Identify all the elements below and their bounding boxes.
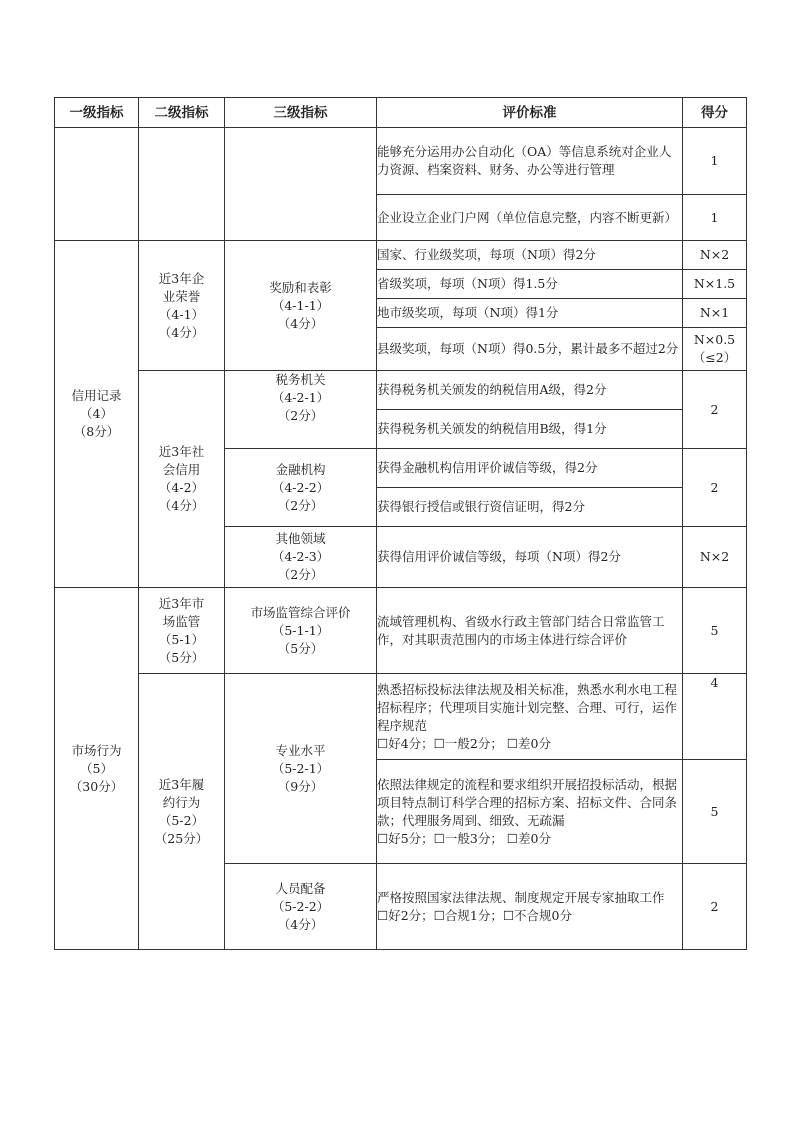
criterion-cell: 熟悉招标投标法律法规及相关标准，熟悉水利水电工程招标程序；代理项目实施计划完整、合理、可行，运作程序规范 ☐好4分；☐一般2分； ☐差0分 xyxy=(377,674,683,760)
level2-social: 近3年社 会信用 （4-2） （4分） xyxy=(139,371,225,588)
header-level1: 一级指标 xyxy=(55,98,139,128)
level1-cell-empty xyxy=(55,128,139,241)
table-row xyxy=(55,371,747,410)
level3-supervision: 市场监管综合评价 （5-1-1） （5分） xyxy=(225,588,377,674)
score-cell: 2 xyxy=(683,864,747,950)
criterion-cell: 获得税务机关颁发的纳税信用A级，得2分 xyxy=(377,371,683,410)
criterion-cell: 获得金融机构信用评价诚信等级，得2分 xyxy=(377,449,683,488)
header-score: 得分 xyxy=(683,98,747,128)
criterion-cell: 县级奖项，每项（N项）得0.5分，累计最多不超过2分 xyxy=(377,328,683,371)
score-cell: N×1.5 xyxy=(683,270,747,299)
criterion-cell: 地市级奖项，每项（N项）得1分 xyxy=(377,299,683,328)
score-cell: N×2 xyxy=(683,241,747,270)
level1-credit: 信用记录 （4） （8分） xyxy=(55,241,139,588)
criterion-cell: 获得信用评价诚信等级，每项（N项）得2分 xyxy=(377,527,683,588)
level3-award: 奖励和表彰 （4-1-1） （4分） xyxy=(225,241,377,371)
level3-staffing: 人员配备 （5-2-2） （4分） xyxy=(225,864,377,950)
score-cell: 1 xyxy=(683,195,747,241)
table-row xyxy=(55,241,747,270)
criterion-cell: 国家、行业级奖项，每项（N项）得2分 xyxy=(377,241,683,270)
score-cell: 5 xyxy=(683,588,747,674)
table-row xyxy=(55,588,747,674)
level3-cell-empty xyxy=(225,128,377,241)
score-cell: 2 xyxy=(683,371,747,449)
criterion-cell: 企业设立企业门户网（单位信息完整，内容不断更新） xyxy=(377,195,683,241)
criterion-cell: 省级奖项，每项（N项）得1.5分 xyxy=(377,270,683,299)
level1-market: 市场行为 （5） （30分） xyxy=(55,588,139,950)
score-cell: N×1 xyxy=(683,299,747,328)
header-row xyxy=(55,98,747,128)
header-level2: 二级指标 xyxy=(139,98,225,128)
criterion-cell: 获得银行授信或银行资信证明，得2分 xyxy=(377,488,683,527)
table-row xyxy=(55,674,747,760)
score-cell: 5 xyxy=(683,760,747,864)
score-cell: N×2 xyxy=(683,527,747,588)
level2-performance: 近3年履 约行为 （5-2） （25分） xyxy=(139,674,225,950)
criterion-cell: 获得税务机关颁发的纳税信用B级，得1分 xyxy=(377,410,683,449)
score-cell: N×0.5 （≤2） xyxy=(683,328,747,371)
header-level3: 三级指标 xyxy=(225,98,377,128)
level3-finance: 金融机构 （4-2-2） （2分） xyxy=(225,449,377,527)
criterion-cell: 流域管理机构、省级水行政主管部门结合日常监管工作，对其职责范围内的市场主体进行综合评价 xyxy=(377,588,683,674)
criterion-cell: 严格按照国家法律法规、制度规定开展专家抽取工作 ☐好2分；☐合规1分；☐不合规0分 xyxy=(377,864,683,950)
evaluation-table xyxy=(54,97,747,950)
score-cell: 2 xyxy=(683,449,747,527)
table-row xyxy=(55,128,747,195)
score-cell: 4 xyxy=(683,674,747,760)
header-criteria: 评价标准 xyxy=(377,98,683,128)
level2-cell-empty xyxy=(139,128,225,241)
criterion-cell: 能够充分运用办公自动化（OA）等信息系统对企业人力资源、档案资料、财务、办公等进行管理 xyxy=(377,128,683,195)
level2-supervision: 近3年市 场监管 （5-1） （5分） xyxy=(139,588,225,674)
level3-other: 其他领域 （4-2-3） （2分） xyxy=(225,527,377,588)
level3-professional: 专业水平 （5-2-1） （9分） xyxy=(225,674,377,864)
score-cell: 1 xyxy=(683,128,747,195)
criterion-cell: 依照法律规定的流程和要求组织开展招投标活动，根据项目特点制订科学合理的招标方案、招标文件、合同条款；代理服务周到、细致、无疏漏 ☐好5分；☐一般3分； ☐差0分 xyxy=(377,760,683,864)
level2-honor: 近3年企 业荣誉 （4-1） （4分） xyxy=(139,241,225,371)
level3-tax: 税务机关 （4-2-1） （2分） xyxy=(225,371,377,449)
